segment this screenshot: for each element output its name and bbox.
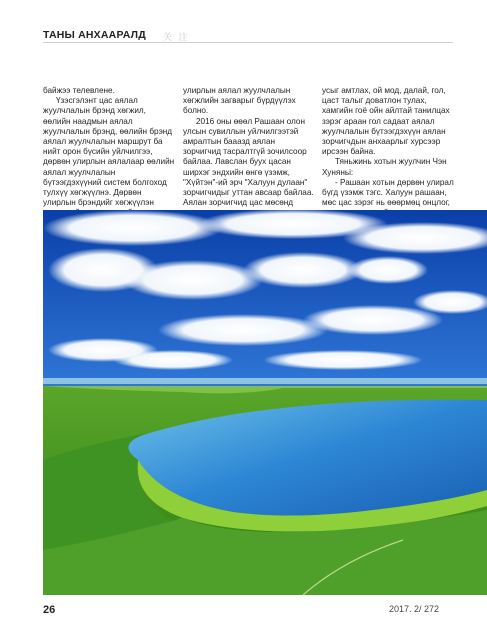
paragraph: Тяньжинь хотын жуулчин Чэн Хуняньi: <box>322 157 447 177</box>
page-number: 26 <box>43 604 56 616</box>
header-rule <box>43 42 453 43</box>
paragraph: усыг амтлах, ой мод, далай, гол, цаст талыг доватлон тулах, хамгийн гоё ойн айлтай танилцах зэрэг араан гол садаат аялал жуулчлалын бүтээгдэхүүн аялан зорчигчдын анхаарлыг хурсээр ирсээн байна. <box>322 86 450 157</box>
section-subtitle: 关 注 <box>163 32 190 42</box>
paragraph: - Рашаан хотын дөрвөн улирал бүгд үзэмж тэгс. Халуун рашаан, мөс цас зэрэг нь өөөрмөц онцлог, <box>322 177 454 208</box>
paragraph: Үзэсгэлэнт цас аялал жуулчлалын брэнд хөгжил, өөлийн наадмын аялал жуулчлалын брэнд, өөлийн брэнд аялал жуулчлалын маршрут ба нийт орон бүсийн уйлчилгээ, дөрвөн улирлын аялалаар өөлийн аялал жуулчлалын бүтээгдэхүүний систем болгоход тулхүү хөгжүүлнэ. Дөрвөн улирлын брэндийг хөгжүүлэн <box>43 96 175 208</box>
page-header <box>43 28 453 44</box>
issue-number: 2017. 2/ 272 <box>389 604 440 614</box>
landscape-photo <box>43 210 487 595</box>
paragraph: улирлын аялал жуулчлалын хөгжлийн загварыг бүрдүүлэх болно. <box>183 86 296 116</box>
paragraph: байжээ телевлене. <box>43 86 115 95</box>
paragraph: 2016 оны өөөл Рашаан олон улсын сувиллын уйлчилгээтэй амралтын бааазд аялан зорчигчид тасралтгүй зочилсоор байлаа. Лавслан буух цасан ширхэг эндхийн өнгө үзэмж, "Хүйтэн"-ий эрч "Халуун дулаан" зорчигчидыг уттан авсаар байлаа. Аялан зорчигчид цас мөсөнд <box>183 116 314 208</box>
section-title: ТАНЫ АНХААРАЛД <box>43 29 146 41</box>
